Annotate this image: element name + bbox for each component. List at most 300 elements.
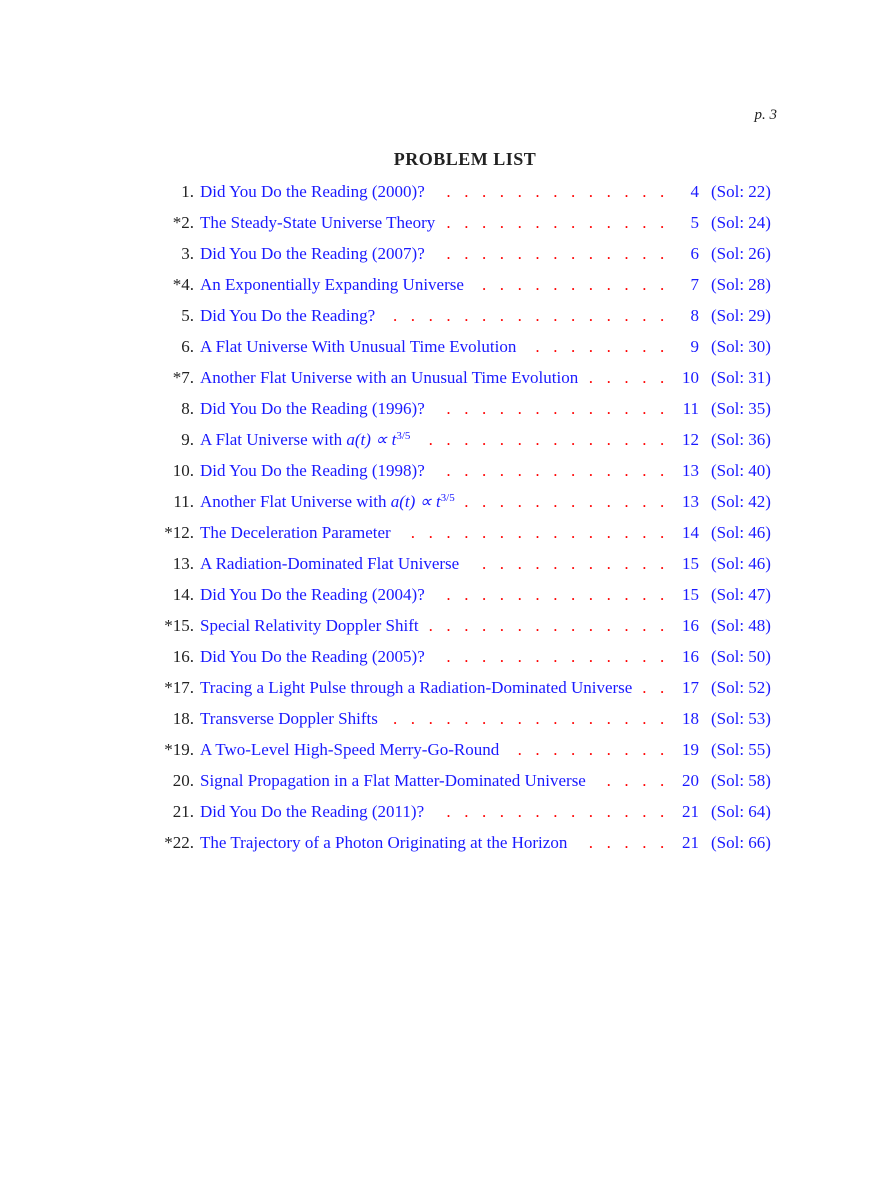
leader-dot: . (553, 213, 558, 232)
leader-dot: . (660, 554, 665, 573)
leader-dot: . (499, 182, 505, 201)
leader-dot: . (553, 647, 558, 666)
leader-dot: . (517, 523, 522, 542)
leader-dot: . (642, 616, 647, 635)
problem-title-link[interactable]: Did You Do the Reading (1998)? (200, 461, 425, 480)
leader-dot: . (482, 275, 487, 294)
toc-row (0, 765, 880, 796)
leader-dot: . (499, 647, 505, 666)
leader-dot: . (588, 399, 594, 418)
leader-dot: . (517, 430, 522, 449)
problem-number: 20. (172, 771, 194, 790)
problem-page-link[interactable]: 15 (682, 585, 699, 604)
problem-title-link[interactable]: A Radiation-Dominated Flat Universe (200, 554, 460, 573)
leader-dot: . (428, 523, 433, 542)
leader-dot: . (624, 368, 629, 387)
solution-page-link[interactable]: (Sol: 48) (711, 616, 771, 635)
solution-page-link[interactable]: (Sol: 66) (711, 833, 771, 852)
leader-dot: . (606, 585, 611, 604)
dot-leader (0, 827, 880, 858)
problem-page-link[interactable]: 13 (682, 492, 699, 511)
problem-number: 3. (181, 244, 194, 263)
dot-leader (0, 331, 880, 362)
leader-dot: . (588, 833, 594, 852)
leader-dot: . (517, 492, 522, 511)
toc-row (0, 176, 880, 207)
leader-dot: . (535, 399, 540, 418)
problem-page-link[interactable]: 9 (690, 337, 699, 356)
problem-page-link[interactable]: 10 (682, 368, 699, 387)
leader-dot: . (553, 244, 558, 263)
solution-page-link[interactable]: (Sol: 26) (711, 244, 771, 263)
leader-dot: . (660, 492, 665, 511)
toc-row (0, 517, 880, 548)
leader-dot: . (393, 709, 398, 728)
leader-dot: . (642, 554, 647, 573)
dot-leader (0, 641, 880, 672)
leader-dot: . (642, 771, 647, 790)
leader-dot: . (624, 616, 629, 635)
problem-number: 9. (181, 430, 194, 449)
dot-leader (0, 765, 880, 796)
problem-page-link[interactable]: 21 (682, 833, 699, 852)
leader-dot: . (660, 616, 665, 635)
problem-title-link[interactable]: Another Flat Universe with $a(t) \propto t^{3/5}$ (200, 492, 455, 511)
leader-dot: . (446, 523, 451, 542)
problem-number: 14. (172, 585, 194, 604)
dot-leader (0, 393, 880, 424)
solution-page-link[interactable]: (Sol: 52) (711, 678, 771, 697)
problem-title-link[interactable]: Transverse Doppler Shifts (200, 709, 378, 728)
problem-title-link[interactable]: Did You Do the Reading? (200, 306, 376, 325)
leader-dot: . (606, 833, 611, 852)
leader-dot: . (660, 306, 665, 325)
leader-dot: . (517, 802, 522, 821)
leader-dot: . (535, 554, 540, 573)
problem-title-link[interactable]: A Flat Universe With Unusual Time Evolution (200, 337, 517, 356)
leader-dot: . (517, 399, 522, 418)
leader-dot: . (624, 585, 629, 604)
toc-row (0, 300, 880, 331)
problem-page-link[interactable]: 5 (690, 213, 699, 232)
leader-dot: . (606, 244, 611, 263)
dot-leader (0, 269, 880, 300)
problem-number: *15. (164, 616, 194, 635)
solution-page-link[interactable]: (Sol: 28) (711, 275, 771, 294)
solution-page-link[interactable]: (Sol: 42) (711, 492, 771, 511)
problem-title-link[interactable]: Did You Do the Reading (2005)? (200, 647, 425, 666)
leader-dot: . (606, 771, 611, 790)
leader-dot: . (588, 306, 594, 325)
leader-dot: . (642, 647, 647, 666)
problem-title-link[interactable]: The Deceleration Parameter (200, 523, 391, 542)
problem-number: *22. (164, 833, 194, 852)
leader-dot: . (482, 399, 487, 418)
leader-dot: . (606, 647, 611, 666)
leader-dot: . (642, 833, 647, 852)
leader-dot: . (660, 244, 665, 263)
leader-dot: . (642, 368, 647, 387)
leader-dot: . (446, 244, 451, 263)
solution-page-link[interactable]: (Sol: 36) (711, 430, 771, 449)
problem-number: *19. (164, 740, 194, 759)
leader-dot: . (393, 306, 398, 325)
leader-dot: . (428, 616, 433, 635)
leader-dot: . (606, 337, 611, 356)
toc-row (0, 331, 880, 362)
leader-dot: . (660, 771, 665, 790)
problem-number: 1. (181, 182, 194, 201)
leader-dot: . (446, 399, 451, 418)
leader-dot: . (446, 647, 451, 666)
leader-dot: . (588, 275, 594, 294)
leader-dot: . (535, 616, 540, 635)
leader-dot: . (482, 430, 487, 449)
leader-dot: . (660, 275, 665, 294)
leader-dot: . (517, 647, 522, 666)
leader-dot: . (517, 461, 522, 480)
leader-dot: . (606, 554, 611, 573)
leader-dot: . (464, 430, 469, 449)
toc-row (0, 641, 880, 672)
leader-dot: . (499, 244, 505, 263)
leader-dot: . (553, 430, 558, 449)
leader-dot: . (606, 709, 611, 728)
leader-dot: . (428, 306, 433, 325)
leader-dot: . (535, 430, 540, 449)
leader-dot: . (642, 802, 647, 821)
leader-dot: . (517, 244, 522, 263)
problem-page-link[interactable]: 18 (682, 709, 699, 728)
leader-dot: . (571, 337, 576, 356)
leader-dot: . (499, 275, 505, 294)
problem-number: 16. (172, 647, 194, 666)
problem-title-link[interactable]: Did You Do the Reading (2000)? (200, 182, 425, 201)
dot-leader (0, 517, 880, 548)
leader-dot: . (517, 740, 522, 759)
leader-dot: . (571, 275, 576, 294)
toc-row (0, 703, 880, 734)
leader-dot: . (553, 554, 558, 573)
leader-dot: . (624, 213, 629, 232)
leader-dot: . (482, 461, 487, 480)
toc-row (0, 207, 880, 238)
leader-dot: . (571, 399, 576, 418)
solution-page-link[interactable]: (Sol: 50) (711, 647, 771, 666)
leader-dot: . (660, 585, 665, 604)
leader-dot: . (642, 678, 647, 697)
page-title: PROBLEM LIST (393, 149, 537, 169)
leader-dot: . (428, 430, 433, 449)
leader-dot: . (517, 585, 522, 604)
problem-title-link[interactable]: Special Relativity Doppler Shift (200, 616, 419, 635)
leader-dot: . (571, 647, 576, 666)
leader-dot: . (482, 244, 487, 263)
dot-leader (0, 238, 880, 269)
leader-dot: . (410, 306, 416, 325)
leader-dot: . (482, 306, 487, 325)
problem-title-link[interactable]: A Two-Level High-Speed Merry-Go-Round (200, 740, 500, 759)
leader-dot: . (482, 213, 487, 232)
leader-dot: . (606, 213, 611, 232)
leader-dot: . (606, 523, 611, 542)
leader-dot: . (482, 523, 487, 542)
leader-dot: . (642, 740, 647, 759)
leader-dot: . (446, 802, 451, 821)
problem-number: 6. (181, 337, 194, 356)
problem-page-link[interactable]: 4 (690, 182, 699, 201)
dot-leader (0, 486, 880, 517)
leader-dot: . (660, 833, 665, 852)
leader-dot: . (553, 337, 558, 356)
solution-page-link[interactable]: (Sol: 46) (711, 523, 771, 542)
problem-number: 8. (181, 399, 194, 418)
leader-dot: . (642, 182, 647, 201)
leader-dot: . (660, 740, 665, 759)
leader-dot: . (624, 275, 629, 294)
solution-page-link[interactable]: (Sol: 29) (711, 306, 771, 325)
leader-dot: . (499, 461, 505, 480)
leader-dot: . (660, 802, 665, 821)
leader-dot: . (624, 523, 629, 542)
leader-dot: . (642, 399, 647, 418)
toc-row (0, 238, 880, 269)
toc-row (0, 734, 880, 765)
problem-title-link[interactable]: Another Flat Universe with an Unusual Time Evolution (200, 368, 579, 387)
leader-dot: . (660, 647, 665, 666)
leader-dot: . (535, 523, 540, 542)
problem-title-link[interactable]: The Trajectory of a Photon Originating at the Horizon (200, 833, 568, 852)
leader-dot: . (464, 399, 469, 418)
solution-page-link[interactable]: (Sol: 53) (711, 709, 771, 728)
leader-dot: . (606, 306, 611, 325)
leader-dot: . (535, 337, 540, 356)
leader-dot: . (464, 802, 469, 821)
leader-dot: . (588, 430, 594, 449)
leader-dot: . (660, 461, 665, 480)
solution-page-link[interactable]: (Sol: 30) (711, 337, 771, 356)
leader-dot: . (464, 492, 469, 511)
toc-row (0, 424, 880, 455)
problem-number: *4. (172, 275, 194, 294)
dot-leader (0, 734, 880, 765)
problem-page-link[interactable]: 19 (682, 740, 699, 759)
leader-dot: . (464, 244, 469, 263)
problem-title-link[interactable]: Did You Do the Reading (2004)? (200, 585, 425, 604)
toc-row (0, 579, 880, 610)
leader-dot: . (588, 461, 594, 480)
leader-dot: . (553, 523, 558, 542)
toc-row (0, 610, 880, 641)
dot-leader (0, 610, 880, 641)
leader-dot: . (624, 306, 629, 325)
problem-number: *2. (172, 213, 194, 232)
problem-page-link[interactable]: 14 (682, 523, 699, 542)
leader-dot: . (428, 709, 433, 728)
leader-dot: . (571, 213, 576, 232)
leader-dot: . (553, 399, 558, 418)
problem-page-link[interactable]: 7 (690, 275, 699, 294)
leader-dot: . (624, 399, 629, 418)
leader-dot: . (571, 492, 576, 511)
leader-dot: . (517, 275, 522, 294)
problem-title-link[interactable]: Did You Do the Reading (1996)? (200, 399, 425, 418)
leader-dot: . (606, 616, 611, 635)
leader-dot: . (571, 182, 576, 201)
problem-title-link[interactable]: Tracing a Light Pulse through a Radiation-Dominated Universe (200, 678, 633, 697)
solution-page-link[interactable]: (Sol: 40) (711, 461, 771, 480)
toc-row (0, 393, 880, 424)
leader-dot: . (660, 523, 665, 542)
problem-title-link[interactable]: Did You Do the Reading (2007)? (200, 244, 425, 263)
leader-dot: . (410, 709, 416, 728)
leader-dot: . (499, 399, 505, 418)
leader-dot: . (588, 337, 594, 356)
leader-dot: . (482, 616, 487, 635)
solution-page-link[interactable]: (Sol: 22) (711, 182, 771, 201)
leader-dot: . (517, 182, 522, 201)
leader-dot: . (588, 244, 594, 263)
problem-page-link[interactable]: 13 (682, 461, 699, 480)
leader-dot: . (482, 554, 487, 573)
problem-number: 13. (172, 554, 194, 573)
leader-dot: . (499, 213, 505, 232)
solution-page-link[interactable]: (Sol: 58) (711, 771, 771, 790)
dot-leader (0, 796, 880, 827)
leader-dot: . (642, 306, 647, 325)
leader-dot: . (660, 213, 665, 232)
leader-dot: . (606, 802, 611, 821)
leader-dot: . (571, 802, 576, 821)
leader-dot: . (624, 244, 629, 263)
problem-number: 11. (173, 492, 194, 511)
problem-number: *12. (164, 523, 194, 542)
toc-row (0, 548, 880, 579)
leader-dot: . (571, 244, 576, 263)
leader-dot: . (535, 213, 540, 232)
leader-dot: . (464, 461, 469, 480)
leader-dot: . (660, 337, 665, 356)
leader-dot: . (446, 430, 451, 449)
leader-dot: . (588, 802, 594, 821)
leader-dot: . (482, 182, 487, 201)
problem-number: 5. (181, 306, 194, 325)
leader-dot: . (571, 554, 576, 573)
leader-dot: . (624, 461, 629, 480)
leader-dot: . (499, 430, 505, 449)
dot-leader (0, 455, 880, 486)
leader-dot: . (464, 616, 469, 635)
toc-row (0, 672, 880, 703)
problem-title-link[interactable]: Did You Do the Reading (2011)? (200, 802, 425, 821)
leader-dot: . (517, 213, 522, 232)
toc-row (0, 796, 880, 827)
leader-dot: . (642, 523, 647, 542)
leader-dot: . (588, 492, 594, 511)
problem-page-link[interactable]: 6 (690, 244, 699, 263)
solution-page-link[interactable]: (Sol: 24) (711, 213, 771, 232)
problem-page-link[interactable]: 16 (682, 647, 699, 666)
leader-dot: . (517, 709, 522, 728)
leader-dot: . (446, 306, 451, 325)
leader-dot: . (553, 182, 558, 201)
leader-dot: . (464, 709, 469, 728)
leader-dot: . (642, 461, 647, 480)
leader-dot: . (624, 709, 629, 728)
leader-dot: . (624, 182, 629, 201)
leader-dot: . (499, 585, 505, 604)
problem-page-link[interactable]: 16 (682, 616, 699, 635)
problem-page-link[interactable]: 17 (682, 678, 699, 697)
leader-dot: . (535, 306, 540, 325)
dot-leader (0, 362, 880, 393)
leader-dot: . (606, 275, 611, 294)
leader-dot: . (660, 678, 665, 697)
leader-dot: . (588, 616, 594, 635)
toc-row (0, 362, 880, 393)
leader-dot: . (464, 585, 469, 604)
leader-dot: . (588, 213, 594, 232)
leader-dot: . (642, 337, 647, 356)
solution-page-link[interactable]: (Sol: 31) (711, 368, 771, 387)
solution-page-link[interactable]: (Sol: 64) (711, 802, 771, 821)
solution-page-link[interactable]: (Sol: 46) (711, 554, 771, 573)
problem-page-link[interactable]: 20 (682, 771, 699, 790)
problem-page-link[interactable]: 11 (682, 399, 699, 418)
leader-dot: . (464, 647, 469, 666)
leader-dot: . (553, 616, 558, 635)
toc-row (0, 486, 880, 517)
problem-page-link[interactable]: 15 (682, 554, 699, 573)
leader-dot: . (588, 740, 594, 759)
problem-page-link[interactable]: 12 (682, 430, 699, 449)
leader-dot: . (499, 709, 505, 728)
dot-leader (0, 300, 880, 331)
leader-dot: . (464, 182, 469, 201)
problem-title-link[interactable]: A Flat Universe with $a(t) \propto t^{3/5}$ (200, 430, 411, 449)
leader-dot: . (517, 306, 522, 325)
leader-dot: . (535, 647, 540, 666)
leader-dot: . (464, 523, 469, 542)
solution-page-link[interactable]: (Sol: 35) (711, 399, 771, 418)
leader-dot: . (499, 492, 505, 511)
leader-dot: . (553, 492, 558, 511)
page-number: p. 3 (754, 107, 777, 123)
leader-dot: . (553, 585, 558, 604)
leader-dot: . (588, 523, 594, 542)
leader-dot: . (642, 709, 647, 728)
leader-dot: . (499, 616, 505, 635)
leader-dot: . (482, 492, 487, 511)
problem-title-link[interactable]: An Exponentially Expanding Universe (200, 275, 464, 294)
leader-dot: . (660, 430, 665, 449)
leader-dot: . (642, 585, 647, 604)
problem-page-link[interactable]: 8 (690, 306, 699, 325)
problem-page-link[interactable]: 21 (682, 802, 699, 821)
leader-dot: . (571, 585, 576, 604)
problem-title-link[interactable]: Signal Propagation in a Flat Matter-Dominated Universe (200, 771, 586, 790)
solution-page-link[interactable]: (Sol: 55) (711, 740, 771, 759)
leader-dot: . (571, 740, 576, 759)
problem-title-link[interactable]: The Steady-State Universe Theory (200, 213, 436, 232)
leader-dot: . (571, 709, 576, 728)
leader-dot: . (446, 709, 451, 728)
leader-dot: . (535, 585, 540, 604)
leader-dot: . (624, 833, 629, 852)
leader-dot: . (642, 430, 647, 449)
solution-page-link[interactable]: (Sol: 47) (711, 585, 771, 604)
problem-number: 10. (172, 461, 194, 480)
